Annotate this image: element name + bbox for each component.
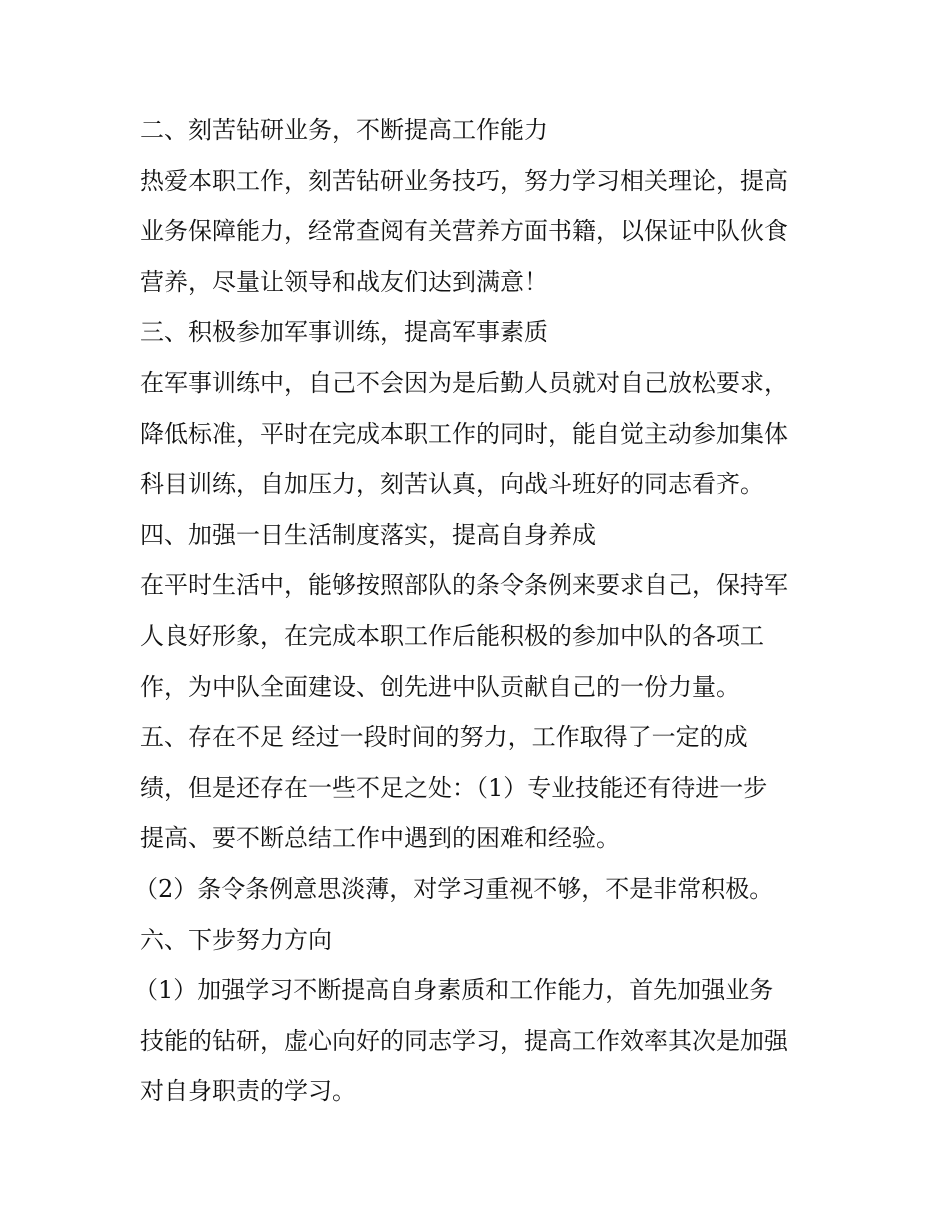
paragraph-line: （1）加强学习不断提高自身素质和工作能力，首先加强业务 [134,976,774,1005]
paragraph-line: 热爱本职工作，刻苦钻研业务技巧，努力学习相关理论，提高 [140,166,788,195]
paragraph-line: 作，为中队全面建设、创先进中队贡献自己的一份力量。 [140,672,740,701]
section-heading-2: 二、刻苦钻研业务，不断提高工作能力 [140,116,548,144]
paragraph-line: 绩，但是还存在一些不足之处：（1）专业技能还有待进一步 [140,773,768,802]
paragraph-line: 技能的钻研，虚心向好的同志学习，提高工作效率其次是加强 [140,1026,788,1055]
paragraph-line: 营养，尽量让领导和战友们达到满意！ [140,267,548,296]
paragraph-line: 人良好形象，在完成本职工作后能积极的参加中队的各项工 [140,621,764,650]
paragraph-line: 提高、要不断总结工作中遇到的困难和经验。 [140,824,620,853]
paragraph-line: 在军事训练中，自己不会因为是后勤人员就对自己放松要求， [140,368,788,397]
section-heading-5: 五、存在不足 经过一段时间的努力，工作取得了一定的成 [140,723,748,752]
paragraph-line: 业务保障能力，经常查阅有关营养方面书籍，以保证中队伙食 [140,217,788,246]
paragraph-line: 科目训练，自加压力，刻苦认真，向战斗班好的同志看齐。 [140,470,764,499]
section-heading-4: 四、加强一日生活制度落实，提高自身养成 [140,520,596,549]
section-heading-6: 六、下步努力方向 [140,925,332,954]
section-heading-3: 三、积极参加军事训练，提高军事素质 [140,318,548,347]
paragraph-line: 对自身职责的学习。 [140,1077,356,1106]
document-body [134,105,840,1117]
paragraph-line: （2）条令条例意思淡薄，对学习重视不够，不是非常积极。 [134,874,774,903]
paragraph-line: 降低标准，平时在完成本职工作的同时，能自觉主动参加集体 [140,419,788,448]
paragraph-line: 在平时生活中，能够按照部队的条令条例来要求自己，保持军 [140,571,788,600]
